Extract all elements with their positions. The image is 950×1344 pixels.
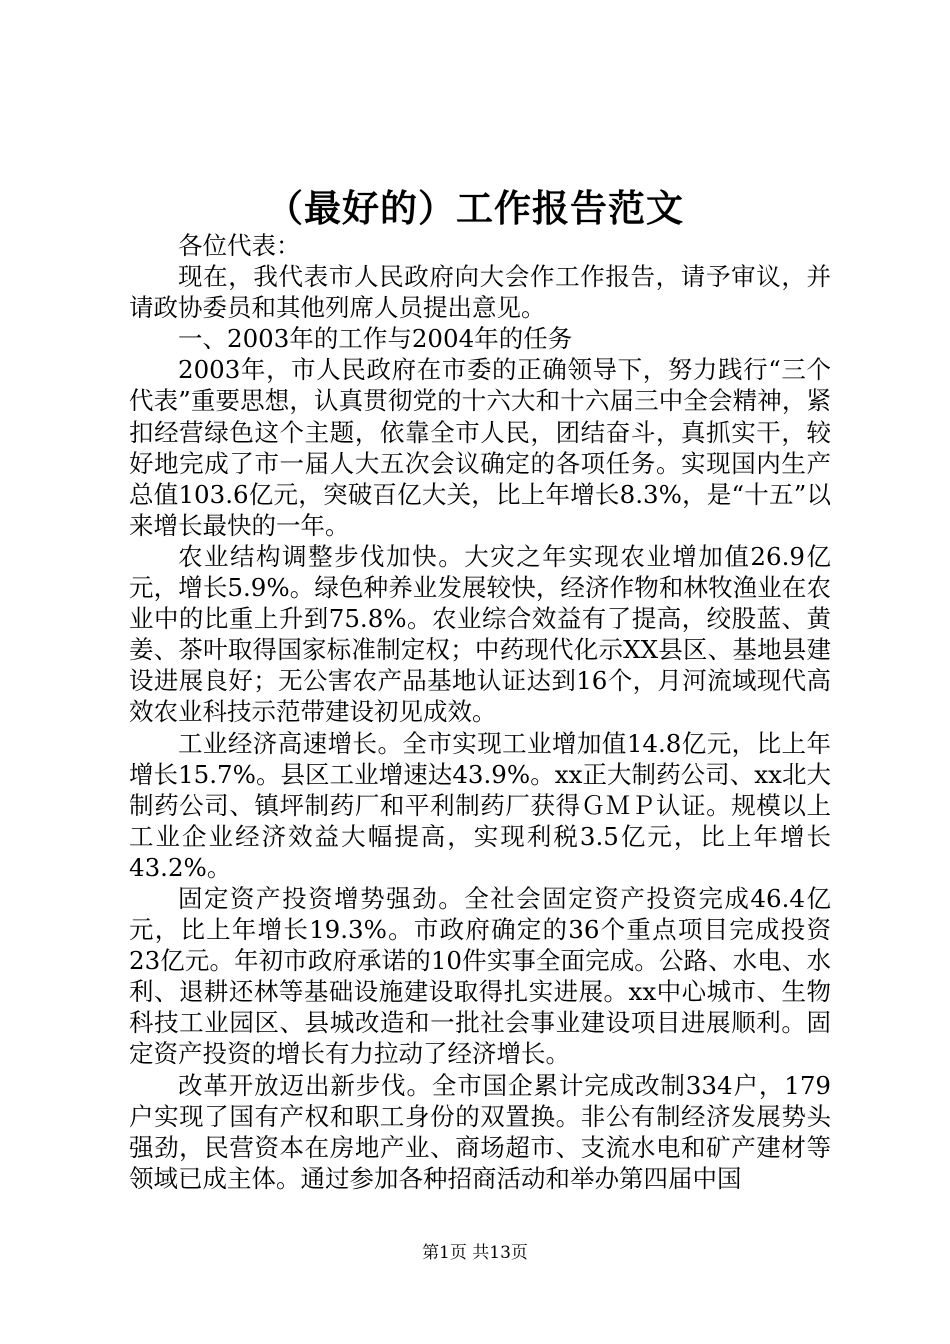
section-heading: 一、2003年的工作与2004年的任务 <box>178 324 573 354</box>
paragraph-industry: 工业经济高速增长。全市实现工业增加值14.8亿元，比上年增长15.7%。县区工业增速达43.9%。xx正大制药公司、xx北大制药公司、镇坪制药厂和平利制药厂获得ＧＭＰ认证。规模以上工业企业经济效益大幅提高，实现利税3.5亿元，比上年增长43.2%。 <box>129 728 831 882</box>
paragraph-salutation: 各位代表： <box>178 231 301 260</box>
paragraph-summary: 2003年，市人民政府在市委的正确领导下，努力践行“三个代表”重要思想，认真贯彻党的十六大和十六届三中全会精神，紧扣经营绿色这个主题，依靠全市人民，团结奋斗，真抓实干，较好地完成了市一届人大五次会议确定的各项任务。实现国内生产总值103.6亿元，突破百亿大关，比上年增长8.3%，是“十五”以来增长最快的一年。 <box>129 355 831 540</box>
document-body <box>129 230 831 1194</box>
page-number: 第1页 共13页 <box>422 1243 528 1263</box>
paragraph-intro: 现在，我代表市人民政府向大会作工作报告，请予审议，并请政协委员和其他列席人员提出意见。 <box>129 262 831 323</box>
document-title: （最好的）工作报告范文 <box>266 186 684 230</box>
paragraph-investment: 固定资产投资增势强劲。全社会固定资产投资完成46.4亿元，比上年增长19.3%。市政府确定的36个重点项目完成投资23亿元。年初市政府承诺的10件实事全面完成。公路、水电、水利、退耕还林等基础设施建设取得扎实进展。xx中心城市、生物科技工业园区、县城改造和一批社会事业建设项目进展顺利。固定资产投资的增长有力拉动了经济增长。 <box>129 883 831 1069</box>
paragraph-reform: 改革开放迈出新步伐。全市国企累计完成改制334户，179户实现了国有产权和职工身份的双置换。非公有制经济发展势头强劲，民营资本在房地产业、商场超市、支流水电和矿产建材等领域已成主体。通过参加各种招商活动和举办第四届中国 <box>129 1070 831 1193</box>
paragraph-agriculture: 农业结构调整步伐加快。大灾之年实现农业增加值26.9亿元，增长5.9%。绿色种养业发展较快，经济作物和林牧渔业在农业中的比重上升到75.8%。农业综合效益有了提高，绞股蓝、黄姜、茶叶取得国家标准制定权；中药现代化示XX县区、基地县建设进展良好；无公害农产品基地认证达到16个，月河流域现代高效农业科技示范带建设初见成效。 <box>129 541 831 727</box>
